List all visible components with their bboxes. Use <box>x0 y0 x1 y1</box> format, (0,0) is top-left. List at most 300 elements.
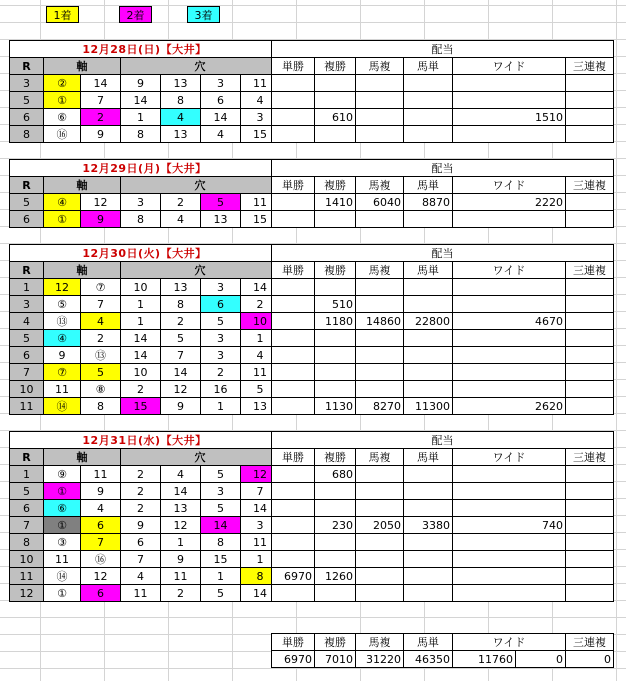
horse-pick: 9 <box>81 126 121 143</box>
total-umafuku: 31220 <box>356 651 404 668</box>
horse-pick: 2 <box>161 194 201 211</box>
horse-pick: 4 <box>161 466 201 483</box>
horse-pick: 5 <box>201 500 241 517</box>
race-row <box>10 211 280 228</box>
payout-value <box>566 381 614 398</box>
horse-pick: 6 <box>81 517 121 534</box>
payout-value: 1130 <box>315 398 356 415</box>
horse-pick: ① <box>44 211 81 228</box>
payout-row <box>272 75 614 92</box>
race-header-row <box>10 262 280 279</box>
race-row <box>10 500 280 517</box>
payout-value <box>356 568 404 585</box>
totals-header: 単勝 <box>272 634 315 651</box>
race-row <box>10 109 280 126</box>
horse-pick: 6 <box>201 296 241 313</box>
race-day-title: 12月28日(日)【大井】 <box>10 41 280 58</box>
payout-col-header: 単勝 <box>272 262 315 279</box>
payout-value <box>404 279 453 296</box>
race-day-title: 12月30日(火)【大井】 <box>10 245 280 262</box>
race-row <box>10 92 280 109</box>
payout-col-header: 単勝 <box>272 58 315 75</box>
axis-header: 軸 <box>44 449 121 466</box>
race-number: 4 <box>10 313 44 330</box>
horse-pick: 1 <box>121 296 161 313</box>
horse-pick: 12 <box>241 466 280 483</box>
payout-value <box>356 585 404 602</box>
race-row <box>10 517 280 534</box>
horse-pick: ⑥ <box>44 500 81 517</box>
horse-pick: 3 <box>241 517 280 534</box>
race-number: 7 <box>10 517 44 534</box>
horse-pick: 13 <box>161 126 201 143</box>
totals-header: 馬単 <box>404 634 453 651</box>
horse-pick: 4 <box>121 568 161 585</box>
payout-value <box>566 585 614 602</box>
payout-value <box>453 381 566 398</box>
horse-pick: 14 <box>241 500 280 517</box>
payout-row <box>272 126 614 143</box>
payout-value <box>356 75 404 92</box>
total-wide-extra: 0 <box>516 651 566 668</box>
payout-value <box>566 330 614 347</box>
horse-pick: 11 <box>241 534 280 551</box>
horse-pick: 4 <box>241 347 280 364</box>
payout-value <box>566 466 614 483</box>
payout-value <box>272 517 315 534</box>
hole-header: 穴 <box>121 177 280 194</box>
payout-col-header: 複勝 <box>315 449 356 466</box>
payout-value: 2620 <box>453 398 566 415</box>
horse-pick: 8 <box>161 92 201 109</box>
horse-pick: 1 <box>121 313 161 330</box>
horse-pick: 11 <box>121 585 161 602</box>
horse-pick: 5 <box>81 364 121 381</box>
horse-pick: 3 <box>201 330 241 347</box>
payout-col-header: 複勝 <box>315 262 356 279</box>
race-row <box>10 126 280 143</box>
race-number: 11 <box>10 398 44 415</box>
race-number: 6 <box>10 347 44 364</box>
horse-pick: 2 <box>121 483 161 500</box>
race-row <box>10 568 280 585</box>
horse-pick: 10 <box>241 313 280 330</box>
race-number: 5 <box>10 92 44 109</box>
horse-pick: 7 <box>121 551 161 568</box>
race-header-row <box>10 449 280 466</box>
payout-value <box>566 279 614 296</box>
horse-pick: ① <box>44 585 81 602</box>
payout-value <box>356 347 404 364</box>
payout-value <box>356 330 404 347</box>
payout-row <box>272 517 614 534</box>
payout-value <box>315 483 356 500</box>
payout-row <box>272 92 614 109</box>
payout-value <box>566 194 614 211</box>
payout-value <box>272 211 315 228</box>
horse-pick: 4 <box>161 211 201 228</box>
hole-header: 穴 <box>121 449 280 466</box>
horse-pick: 1 <box>201 398 241 415</box>
horse-pick: 9 <box>161 551 201 568</box>
payout-value: 4670 <box>453 313 566 330</box>
race-number: 8 <box>10 126 44 143</box>
payout-value <box>453 279 566 296</box>
payout-value <box>315 534 356 551</box>
payout-value <box>404 296 453 313</box>
race-title-row <box>10 245 280 262</box>
payout-col-header: 馬複 <box>356 58 404 75</box>
payout-value <box>272 347 315 364</box>
race-number: 6 <box>10 211 44 228</box>
race-number-header: R <box>10 58 44 75</box>
horse-pick: ④ <box>44 194 81 211</box>
payout-value <box>404 330 453 347</box>
race-number: 10 <box>10 381 44 398</box>
payout-value <box>272 313 315 330</box>
horse-pick: 11 <box>81 466 121 483</box>
horse-pick: 14 <box>121 330 161 347</box>
horse-pick: 15 <box>241 126 280 143</box>
payout-value <box>272 500 315 517</box>
horse-pick: 8 <box>81 398 121 415</box>
payout-title: 配当 <box>272 160 614 177</box>
horse-pick: 2 <box>121 500 161 517</box>
horse-pick: 2 <box>81 109 121 126</box>
payout-title: 配当 <box>272 41 614 58</box>
payout-value <box>356 92 404 109</box>
totals-value-row <box>272 651 614 668</box>
payout-col-header: 馬単 <box>404 58 453 75</box>
payout-value <box>566 75 614 92</box>
payout-row <box>272 398 614 415</box>
payout-value <box>315 381 356 398</box>
horse-pick: 2 <box>161 585 201 602</box>
horse-pick: 1 <box>241 551 280 568</box>
payout-value <box>272 296 315 313</box>
horse-pick: 11 <box>241 364 280 381</box>
payout-value <box>315 211 356 228</box>
race-row <box>10 347 280 364</box>
payout-value <box>404 534 453 551</box>
horse-pick: 7 <box>161 347 201 364</box>
total-tansho: 6970 <box>272 651 315 668</box>
payout-value <box>315 126 356 143</box>
payout-value <box>453 330 566 347</box>
horse-pick: ⑬ <box>81 347 121 364</box>
payout-col-header: 三連複 <box>566 449 614 466</box>
payout-title-row <box>272 245 614 262</box>
payout-row <box>272 585 614 602</box>
payout-value <box>453 551 566 568</box>
payout-value <box>272 534 315 551</box>
payout-value <box>272 398 315 415</box>
payout-value <box>566 500 614 517</box>
race-header-row <box>10 177 280 194</box>
race-number: 10 <box>10 551 44 568</box>
horse-pick: 5 <box>241 381 280 398</box>
payout-table-day-3 <box>271 244 614 415</box>
race-number: 1 <box>10 279 44 296</box>
payout-value <box>453 568 566 585</box>
payout-value: 8870 <box>404 194 453 211</box>
race-number: 5 <box>10 483 44 500</box>
horse-pick: 14 <box>161 364 201 381</box>
payout-value <box>453 296 566 313</box>
horse-pick: 10 <box>121 364 161 381</box>
payout-value <box>315 330 356 347</box>
hole-header: 穴 <box>121 58 280 75</box>
payout-value <box>356 483 404 500</box>
payout-value <box>315 500 356 517</box>
horse-pick: ⑯ <box>44 126 81 143</box>
race-number-header: R <box>10 262 44 279</box>
horse-pick: ⑭ <box>44 398 81 415</box>
payout-value: 610 <box>315 109 356 126</box>
payout-row <box>272 500 614 517</box>
payout-col-header: 馬複 <box>356 177 404 194</box>
horse-pick: 14 <box>241 585 280 602</box>
race-number-header: R <box>10 177 44 194</box>
payout-value: 1410 <box>315 194 356 211</box>
horse-pick: 10 <box>121 279 161 296</box>
horse-pick: 8 <box>161 296 201 313</box>
race-number: 7 <box>10 364 44 381</box>
payout-value <box>315 551 356 568</box>
payout-row <box>272 381 614 398</box>
race-row <box>10 330 280 347</box>
totals-header: ワイド <box>453 634 566 651</box>
payout-value: 740 <box>453 517 566 534</box>
payout-value <box>272 126 315 143</box>
horse-pick: 3 <box>201 75 241 92</box>
horse-pick: 3 <box>201 347 241 364</box>
horse-pick: 14 <box>241 279 280 296</box>
horse-pick: 9 <box>161 398 201 415</box>
payout-row <box>272 109 614 126</box>
payout-col-header: 複勝 <box>315 58 356 75</box>
payout-value <box>453 466 566 483</box>
payout-value <box>404 109 453 126</box>
payout-value <box>272 75 315 92</box>
horse-pick: 8 <box>241 568 280 585</box>
race-table-day-4 <box>9 431 280 602</box>
payout-value <box>566 126 614 143</box>
race-number: 5 <box>10 194 44 211</box>
horse-pick: 2 <box>121 466 161 483</box>
horse-pick: 11 <box>241 194 280 211</box>
axis-header: 軸 <box>44 177 121 194</box>
horse-pick: ⑦ <box>44 364 81 381</box>
horse-pick: 8 <box>121 211 161 228</box>
horse-pick: 2 <box>241 296 280 313</box>
horse-pick: 12 <box>81 568 121 585</box>
payout-title: 配当 <box>272 245 614 262</box>
horse-pick: 14 <box>201 517 241 534</box>
horse-pick: ⑤ <box>44 296 81 313</box>
horse-pick: 3 <box>201 279 241 296</box>
payout-value <box>272 483 315 500</box>
payout-value <box>404 92 453 109</box>
race-table-day-2 <box>9 159 280 228</box>
race-row <box>10 466 280 483</box>
payout-value <box>453 347 566 364</box>
payout-value <box>356 466 404 483</box>
horse-pick: 7 <box>81 534 121 551</box>
horse-pick: 11 <box>44 381 81 398</box>
payout-row <box>272 551 614 568</box>
race-row <box>10 551 280 568</box>
hole-header: 穴 <box>121 262 280 279</box>
horse-pick: 13 <box>161 279 201 296</box>
payout-value <box>453 364 566 381</box>
payout-col-header: 三連複 <box>566 262 614 279</box>
payout-col-header: 馬複 <box>356 262 404 279</box>
horse-pick: 9 <box>81 483 121 500</box>
horse-pick: 5 <box>201 313 241 330</box>
horse-pick: 6 <box>81 585 121 602</box>
horse-pick: 12 <box>81 194 121 211</box>
horse-pick: 4 <box>161 109 201 126</box>
race-row <box>10 75 280 92</box>
horse-pick: 14 <box>121 347 161 364</box>
payout-value: 1260 <box>315 568 356 585</box>
horse-pick: 5 <box>161 330 201 347</box>
payout-col-header: ワイド <box>453 58 566 75</box>
payout-value <box>453 92 566 109</box>
horse-pick: ③ <box>44 534 81 551</box>
payout-value <box>404 126 453 143</box>
payout-value <box>566 551 614 568</box>
horse-pick: 14 <box>121 92 161 109</box>
payout-value <box>356 551 404 568</box>
payout-value: 14860 <box>356 313 404 330</box>
payout-value <box>272 364 315 381</box>
payout-value <box>272 381 315 398</box>
payout-col-header: ワイド <box>453 449 566 466</box>
payout-value: 11300 <box>404 398 453 415</box>
payout-value <box>272 551 315 568</box>
payout-value <box>404 568 453 585</box>
horse-pick: ⑦ <box>81 279 121 296</box>
payout-value <box>356 381 404 398</box>
payout-value: 22800 <box>404 313 453 330</box>
payout-value: 1510 <box>453 109 566 126</box>
payout-value <box>404 75 453 92</box>
payout-col-header: 馬複 <box>356 449 404 466</box>
race-number: 3 <box>10 75 44 92</box>
payout-row <box>272 313 614 330</box>
payout-value: 8270 <box>356 398 404 415</box>
horse-pick: 14 <box>201 109 241 126</box>
horse-pick: 12 <box>44 279 81 296</box>
payout-row <box>272 347 614 364</box>
horse-pick: ⑬ <box>44 313 81 330</box>
horse-pick: ① <box>44 483 81 500</box>
payout-row <box>272 296 614 313</box>
payout-value <box>566 517 614 534</box>
horse-pick: 4 <box>81 500 121 517</box>
legend-item-2: 2着 <box>119 6 152 23</box>
horse-pick: 7 <box>81 296 121 313</box>
horse-pick: ⑥ <box>44 109 81 126</box>
horse-pick: 2 <box>121 381 161 398</box>
payout-value <box>404 551 453 568</box>
race-row <box>10 364 280 381</box>
horse-pick: 6 <box>201 92 241 109</box>
horse-pick: ④ <box>44 330 81 347</box>
payout-col-header: 単勝 <box>272 177 315 194</box>
payout-value <box>315 279 356 296</box>
horse-pick: ⑯ <box>81 551 121 568</box>
horse-pick: 11 <box>161 568 201 585</box>
payout-value <box>566 211 614 228</box>
payout-value: 230 <box>315 517 356 534</box>
payout-row <box>272 211 614 228</box>
race-number-header: R <box>10 449 44 466</box>
horse-pick: 15 <box>201 551 241 568</box>
payout-col-header: 馬単 <box>404 262 453 279</box>
race-row <box>10 279 280 296</box>
race-number: 3 <box>10 296 44 313</box>
horse-pick: 9 <box>44 347 81 364</box>
payout-value <box>272 330 315 347</box>
payout-row <box>272 330 614 347</box>
payout-table-day-4 <box>271 431 614 602</box>
payout-value <box>356 296 404 313</box>
axis-header: 軸 <box>44 262 121 279</box>
payout-value <box>315 585 356 602</box>
race-row <box>10 313 280 330</box>
horse-pick: 2 <box>201 364 241 381</box>
payout-value <box>356 211 404 228</box>
horse-pick: ⑨ <box>44 466 81 483</box>
payout-row <box>272 534 614 551</box>
axis-header: 軸 <box>44 58 121 75</box>
race-row <box>10 296 280 313</box>
payout-value <box>356 364 404 381</box>
payout-value <box>272 109 315 126</box>
horse-pick: 4 <box>81 313 121 330</box>
payout-row <box>272 194 614 211</box>
horse-pick: ① <box>44 517 81 534</box>
race-title-row <box>10 41 280 58</box>
payout-col-header: 三連複 <box>566 177 614 194</box>
payout-value <box>272 279 315 296</box>
horse-pick: 13 <box>161 75 201 92</box>
race-number: 12 <box>10 585 44 602</box>
horse-pick: 13 <box>161 500 201 517</box>
payout-col-header: 馬単 <box>404 177 453 194</box>
payout-col-header: ワイド <box>453 177 566 194</box>
payout-col-header: 複勝 <box>315 177 356 194</box>
payout-header-row <box>272 58 614 75</box>
payout-value <box>272 194 315 211</box>
payout-value: 6970 <box>272 568 315 585</box>
payout-col-header: 馬単 <box>404 449 453 466</box>
payout-value <box>272 585 315 602</box>
payout-col-header: 三連複 <box>566 58 614 75</box>
payout-value <box>272 92 315 109</box>
payout-value <box>453 585 566 602</box>
race-day-title: 12月29日(月)【大井】 <box>10 160 280 177</box>
payout-value <box>566 109 614 126</box>
payout-value <box>315 92 356 109</box>
horse-pick: 2 <box>161 313 201 330</box>
payout-row <box>272 483 614 500</box>
total-umatan: 46350 <box>404 651 453 668</box>
legend-item-3: 3着 <box>187 6 220 23</box>
